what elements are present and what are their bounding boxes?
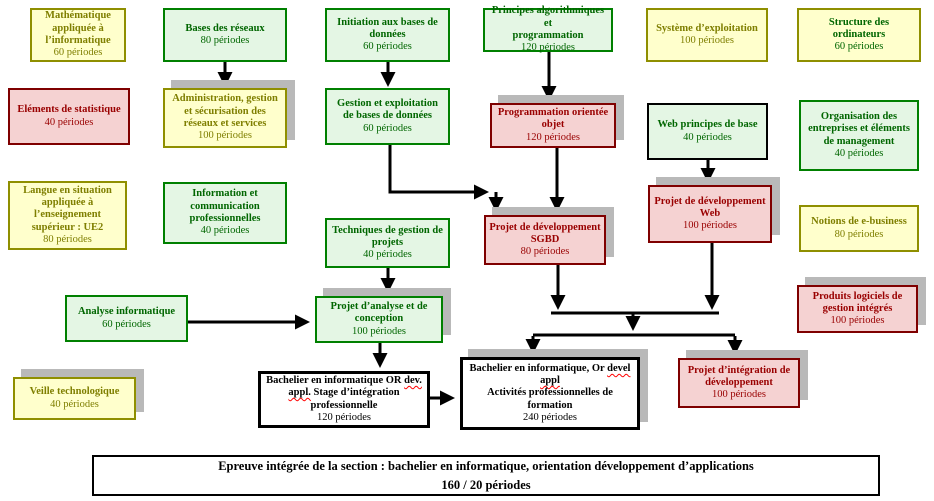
box-periods: 60 périodes (363, 122, 412, 134)
text-segment: Bachelier en informatique, Or (469, 362, 608, 374)
box-periods: 40 périodes (683, 131, 732, 143)
box-text-line: Programmation orientée (497, 107, 609, 119)
box-text-line: entreprises et éléments (808, 123, 910, 135)
box-periods: 60 périodes (102, 318, 151, 330)
course-box-systeme-exploitation (646, 8, 768, 62)
course-box-administration (163, 88, 287, 148)
box-text-line: ordinateurs (832, 28, 886, 40)
box-periods: 80 périodes (200, 35, 250, 46)
course-box-elements-statistique (8, 88, 130, 145)
box-text-line: Web (699, 207, 721, 219)
course-box-information-comm (163, 182, 287, 244)
box-text-line (465, 387, 635, 399)
box-text-line: Analyse informatique (77, 306, 176, 318)
box-text-line: Produits logiciels de (812, 290, 903, 302)
box-text-line: Structure des (828, 16, 890, 28)
box-periods: 240 périodes (523, 411, 577, 423)
box-text-line: de bases de données (343, 110, 432, 122)
course-box-web-principes (647, 103, 768, 160)
box-text-line: Mathématique (45, 10, 111, 22)
box-text-line: Projet d’intégration de (687, 364, 791, 376)
box-text-line: supérieur : UE2 (31, 221, 104, 233)
box-periods: 120 périodes (317, 411, 371, 423)
course-box-projet-sgbd (484, 215, 606, 265)
box-text-line: Gestion et exploitation (337, 98, 438, 110)
box-text-line: Principes algorithmiques et (491, 5, 605, 29)
text-segment: professionnelle (310, 399, 378, 411)
box-text-line: Langue en situation (23, 184, 112, 196)
text-segment: Stage d’intégration (310, 387, 400, 399)
text-segment: Activités professionnelles de (487, 387, 613, 399)
box-text-line: Epreuve intégrée de la section : bachelier en informatique, orientation développement d’applications (218, 459, 754, 474)
box-periods: 40 périodes (44, 116, 94, 128)
box-text-line: projets (371, 236, 404, 248)
box-text-line: réseaux et services (183, 118, 267, 129)
box-text-line: appliquée à (41, 197, 94, 209)
box-text-line: Projet de développement (489, 221, 601, 233)
box-periods: 100 périodes (830, 315, 885, 327)
box-periods: 80 périodes (520, 246, 570, 258)
box-periods: 60 périodes (53, 47, 103, 59)
box-text-line: l’informatique (45, 35, 111, 46)
box-text-line: Système d’exploitation (656, 22, 758, 34)
box-periods: 80 périodes (834, 228, 884, 240)
box-text-line: l’enseignement (33, 209, 102, 221)
box-text-line: SGBD (530, 233, 560, 245)
course-box-projet-integration (678, 358, 800, 408)
box-text-line: communication (190, 200, 260, 212)
course-box-organisation (799, 100, 919, 171)
box-text-line: Eléments de statistique (17, 104, 121, 116)
course-box-produits-logiciels (797, 285, 918, 333)
box-text-line: développement (705, 376, 773, 388)
box-text-line (263, 387, 425, 399)
box-text-line: et sécurisation des (184, 105, 266, 117)
box-text-line: conception (354, 313, 404, 325)
box-text-line: gestion intégrés (822, 302, 893, 314)
box-periods: 100 périodes (683, 220, 737, 232)
box-text-line: Information et (192, 188, 258, 200)
course-box-projet-analyse (315, 296, 443, 343)
box-periods: 60 périodes (363, 41, 412, 53)
box-periods: 60 périodes (834, 41, 884, 53)
course-box-bases-reseaux (163, 8, 287, 62)
box-text-line (263, 400, 425, 412)
box-text-line: appliquée à (52, 22, 104, 34)
box-periods: 100 périodes (198, 130, 252, 142)
course-box-structure-ordinateurs (797, 8, 921, 62)
box-text-line: Administration, gestion (172, 93, 278, 105)
course-box-programmation-oo (490, 103, 616, 148)
box-periods: 100 périodes (352, 325, 406, 337)
box-text-line: objet (541, 119, 565, 131)
box-periods: 40 périodes (50, 398, 99, 410)
box-text-line: Bases des réseaux (185, 22, 265, 34)
course-box-notions-ebusiness (799, 205, 919, 252)
box-periods: 100 périodes (712, 389, 766, 401)
box-text-line: Organisation des (820, 110, 898, 122)
course-box-bachelier-activites (460, 357, 640, 430)
box-periods: 40 périodes (363, 249, 412, 261)
text-segment: formation (527, 399, 573, 411)
arrow-gestion-elbow (390, 145, 486, 192)
spellcheck-underlined-word: devel (607, 362, 631, 374)
course-box-principes-algo (483, 5, 613, 54)
box-text-line: Web principes de base (657, 119, 758, 131)
box-text-line: Notions de e-business (811, 216, 907, 228)
spellcheck-underlined-word: appl (540, 375, 560, 387)
course-box-langue (8, 181, 127, 250)
course-box-bachelier-stage (258, 371, 430, 428)
course-box-projet-web (648, 185, 772, 243)
box-text-line (465, 400, 635, 412)
box-text-line: Projet d’analyse et de (330, 301, 428, 313)
box-text-line: Initiation aux bases de (337, 16, 438, 28)
box-periods: 120 périodes (521, 42, 575, 54)
course-box-initiation-bd (325, 8, 450, 62)
box-text-line (465, 375, 635, 387)
spellcheck-underlined-word: appl. (288, 387, 311, 399)
course-box-analyse-informatique (65, 295, 188, 342)
spellcheck-underlined-word: dev. (404, 374, 422, 386)
course-box-mathematique (30, 8, 126, 62)
box-text-line: Techniques de gestion de (332, 224, 443, 236)
box-periods: 80 périodes (43, 233, 92, 245)
course-box-techniques-gestion (325, 218, 450, 268)
box-text-line (465, 363, 635, 375)
course-box-epreuve (92, 455, 880, 496)
box-text-line (263, 375, 425, 387)
box-periods: 120 périodes (526, 131, 580, 143)
course-box-veille (13, 377, 136, 420)
box-text-line: Projet de développement (654, 195, 766, 207)
text-segment: Bachelier en informatique OR (266, 374, 405, 386)
box-text-line: données (369, 28, 406, 40)
box-text-line: programmation (512, 30, 584, 41)
box-text-line: 160 / 20 périodes (441, 477, 531, 492)
box-periods: 40 périodes (834, 147, 884, 159)
box-periods: 40 périodes (200, 225, 250, 237)
box-text-line: de management (823, 135, 895, 147)
box-periods: 100 périodes (680, 35, 734, 46)
box-text-line: Veille technologique (29, 386, 120, 398)
course-box-gestion-exploitation (325, 88, 450, 145)
box-text-line: professionnelles (189, 213, 261, 224)
